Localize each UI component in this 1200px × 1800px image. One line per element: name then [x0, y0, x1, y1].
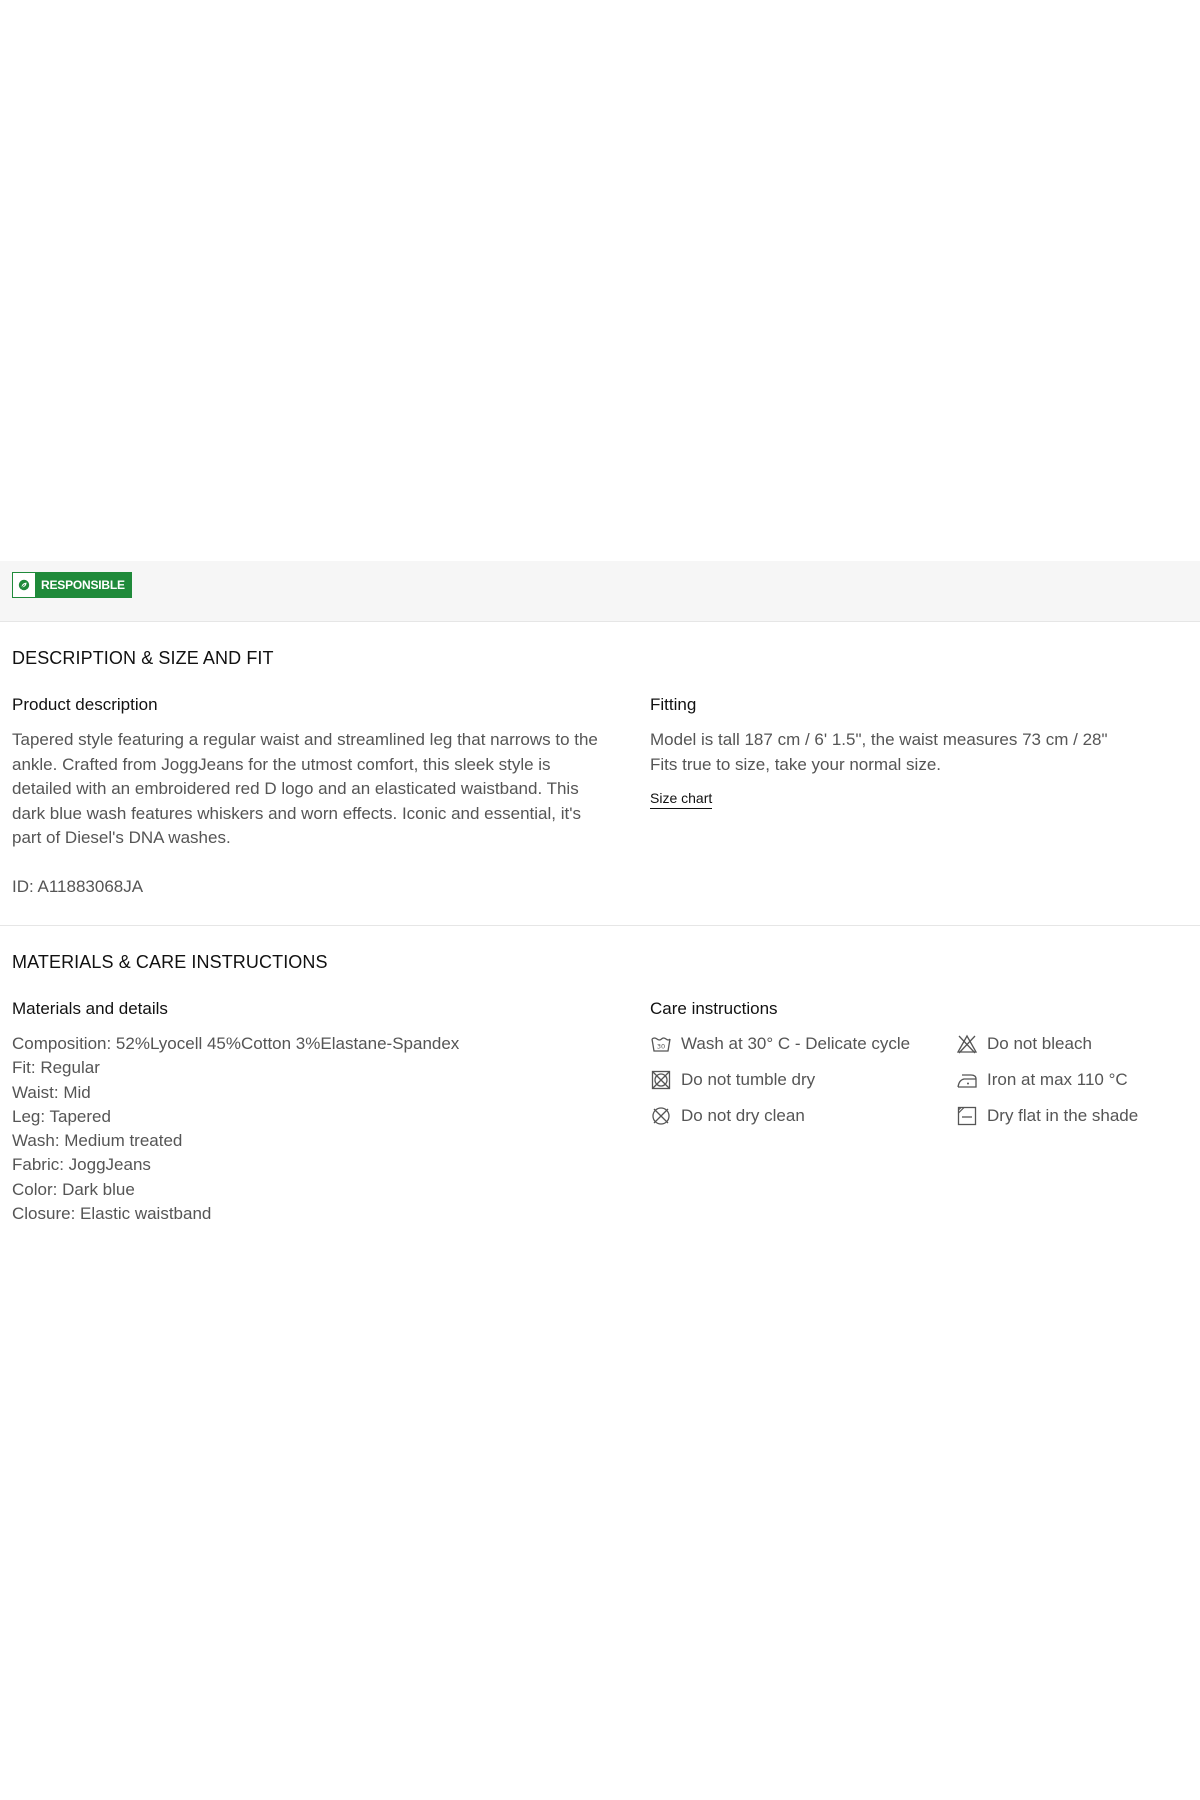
no-bleach-icon: [956, 1033, 978, 1055]
care-item-bleach: [956, 1032, 1196, 1056]
care-item-label: Iron at max 110 °C: [987, 1070, 1128, 1089]
product-description-text: Tapered style featuring a regular waist and streamlined leg that narrows to the ankle. Crafted from JoggJeans for the utmost comfort, this sleek style is detailed with an embroidered red D logo and an elasticated waistband. This dark blue wash features whiskers and worn effects. Iconic and essential, it's part of Diesel's DNA washes.: [12, 730, 598, 847]
care-item-dry-flat: [956, 1104, 1196, 1128]
care-item-wash: [650, 1032, 956, 1056]
care-heading: Care instructions: [650, 999, 778, 1018]
description-section-title: DESCRIPTION & SIZE AND FIT: [12, 648, 274, 668]
responsible-label: RESPONSIBLE: [41, 578, 125, 592]
care-item-label: Do not dry clean: [681, 1106, 805, 1125]
iron-low-icon: [956, 1069, 978, 1091]
material-line: Closure: Elastic waistband: [12, 1204, 212, 1224]
material-line: Composition: 52%Lyocell 45%Cotton 3%Elastane-Spandex: [12, 1034, 460, 1053]
care-item-label: Wash at 30° C - Delicate cycle: [681, 1034, 911, 1053]
dry-flat-shade-icon: [956, 1105, 978, 1127]
responsible-bar: [0, 561, 1200, 622]
product-id: ID: A11883068JA: [12, 876, 144, 896]
product-description-heading: Product description: [12, 695, 158, 714]
materials-heading: Materials and details: [12, 999, 168, 1018]
product-description: [12, 694, 612, 899]
care-grid: [650, 1032, 1190, 1128]
no-dry-clean-icon: [650, 1105, 672, 1127]
materials-section-title: MATERIALS & CARE INSTRUCTIONS: [12, 952, 328, 972]
care-item-label: Do not bleach: [987, 1034, 1092, 1053]
care-item-tumble: [650, 1068, 956, 1092]
svg-text:30: 30: [656, 1042, 666, 1051]
material-line: Color: Dark blue: [12, 1179, 135, 1199]
fitting-model-info: Model is tall 187 cm / 6' 1.5", the waist measures 73 cm / 28": [650, 730, 1108, 749]
responsible-badge: [12, 572, 132, 598]
wash-30-icon: [650, 1033, 672, 1055]
care-item-iron: [956, 1068, 1196, 1092]
fitting: [650, 694, 1190, 809]
material-line: Leg: Tapered: [12, 1106, 111, 1126]
fitting-heading: Fitting: [650, 695, 697, 714]
material-line: Fabric: JoggJeans: [12, 1155, 151, 1175]
no-tumble-dry-icon: [650, 1069, 672, 1091]
materials-section: [0, 926, 1200, 1246]
fitting-size-advice: Fits true to size, take your normal size.: [650, 754, 941, 774]
material-line: Waist: Mid: [12, 1082, 91, 1102]
material-line: Fit: Regular: [12, 1058, 100, 1078]
size-chart-link[interactable]: Size chart: [650, 789, 712, 809]
description-section: [0, 622, 1200, 926]
material-line: Wash: Medium treated: [12, 1131, 183, 1151]
materials-details: [12, 998, 612, 1226]
care-item-label: Do not tumble dry: [681, 1070, 816, 1089]
care-item-label: Dry flat in the shade: [987, 1106, 1139, 1125]
leaf-icon: [13, 573, 35, 597]
care-item-dry-clean: [650, 1104, 956, 1128]
care-instructions: [650, 998, 1190, 1128]
